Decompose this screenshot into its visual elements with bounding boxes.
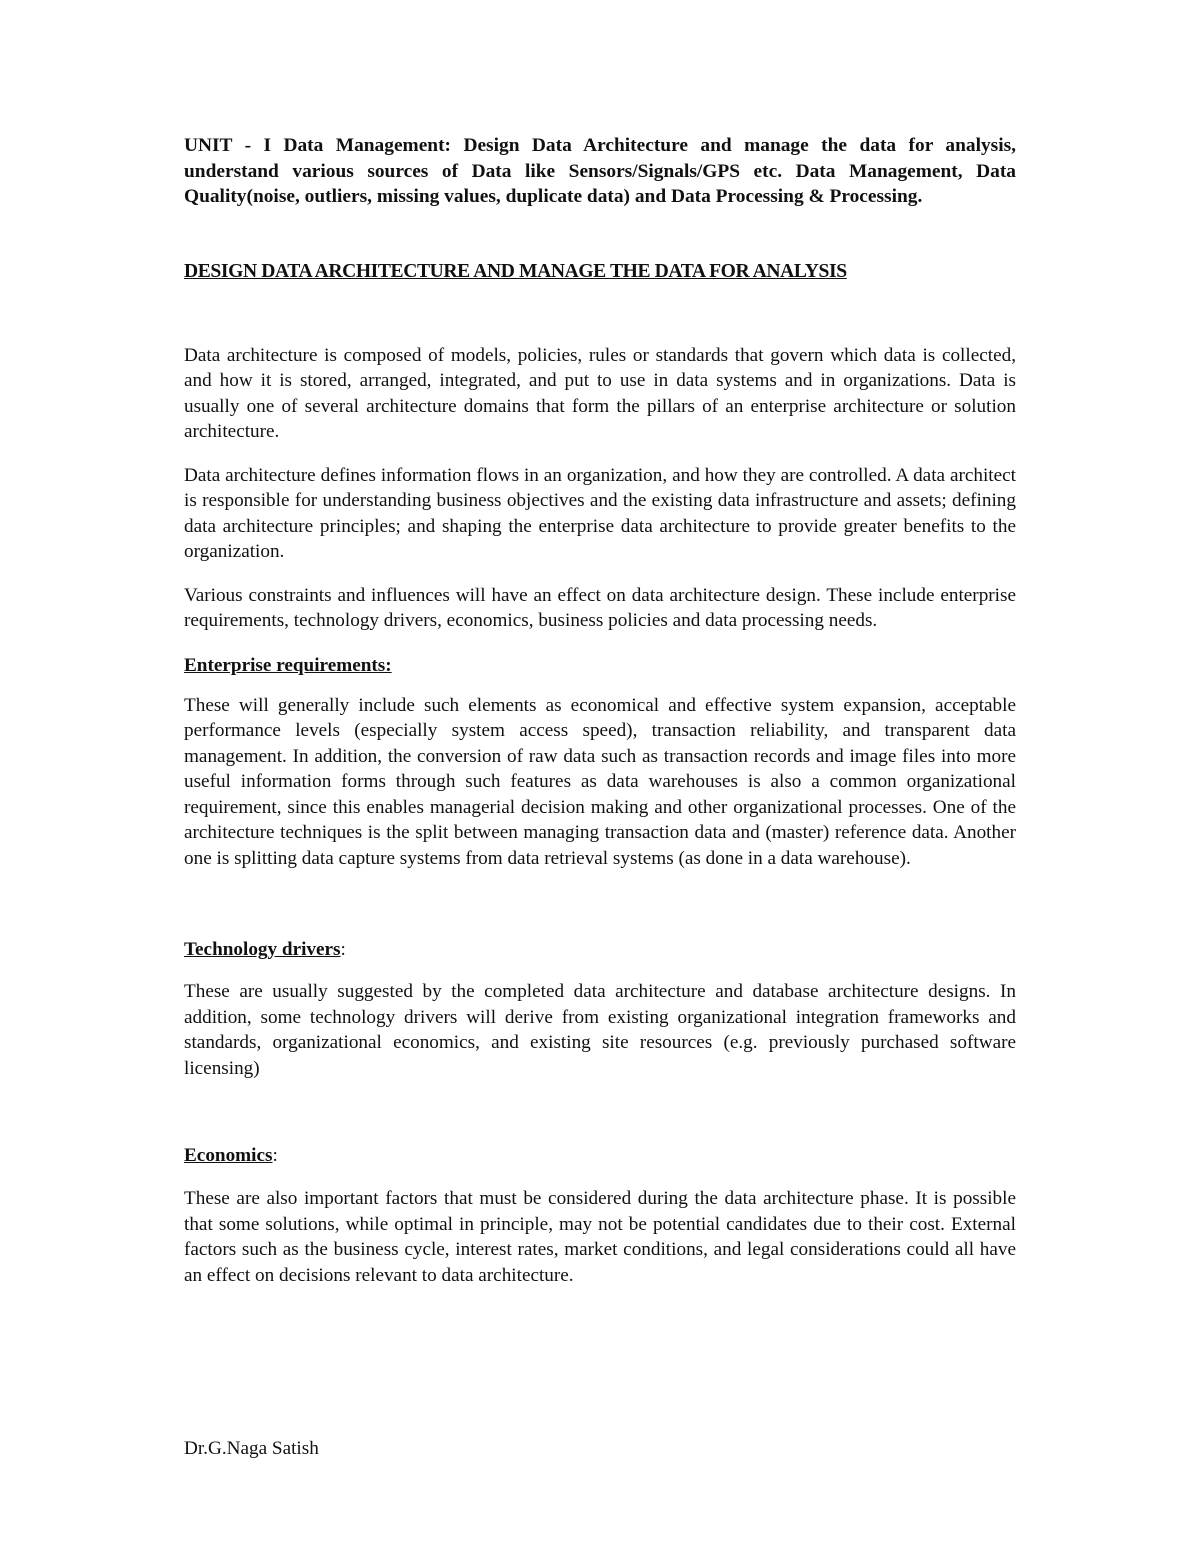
technology-drivers-heading-text: Technology drivers	[184, 939, 341, 960]
intro-paragraph-3: Various constraints and influences will have an effect on data architecture design. These include enterprise requirements, technology drivers, economics, business policies and data processing needs.	[184, 584, 1016, 631]
enterprise-requirements-body: These will generally include such elements as economical and effective system expansion, acceptable performance levels (especially system access speed), transaction reliability, and transparent data management. In addition, the conversion of raw data such as transaction records and image files into more useful information forms through such features as data warehouses is also a common organizational requirement, since this enables managerial decision making and other organizational processes. One of the architecture techniques is the split between managing transaction data and (master) reference data. Another one is splitting data capture systems from data retrieval systems (as done in a data warehouse).	[184, 694, 1016, 869]
economics-heading-colon: :	[272, 1145, 278, 1166]
intro-paragraph-1: Data architecture is composed of models, policies, rules or standards that govern which data is collected, and how it is stored, arranged, integrated, and put to use in data systems and in organizations. Data is usually one of several architecture domains that form the pillars of an enterprise architecture or solution architecture.	[184, 344, 1016, 442]
technology-drivers-body: These are usually suggested by the completed data architecture and database architecture designs. In addition, some technology drivers will derive from existing organizational integration frameworks and standards, organizational economics, and existing site resources (e.g. previously purchased software licensing)	[184, 981, 1016, 1079]
technology-drivers-heading-colon: :	[340, 939, 346, 960]
document-page	[184, 133, 1016, 1288]
economics-heading-text: Economics	[184, 1145, 273, 1166]
unit-header: UNIT - I Data Management: Design Data Architecture and manage the data for analysis, understand various sources of Data like Sensors/Signals/GPS etc. Data Management, Data Quality(noise, outliers, missing values, duplicate data) and Data Processing & Processing.	[184, 135, 1016, 207]
main-heading: DESIGN DATA ARCHITECTURE AND MANAGE THE DATA FOR ANALYSIS	[184, 260, 847, 282]
enterprise-requirements-heading-text: Enterprise requirements:	[184, 654, 392, 676]
enterprise-requirements-heading	[184, 653, 1016, 678]
intro-paragraph-2: Data architecture defines information flows in an organization, and how they are controlled. A data architect is responsible for understanding business objectives and the existing data infrastructure and assets; defining data architecture principles; and shaping the enterprise data architecture to provide greater benefits to the organization.	[184, 464, 1016, 562]
technology-drivers-heading	[184, 937, 1016, 962]
economics-body: These are also important factors that must be considered during the data architecture phase. It is possible that some solutions, while optimal in principle, may not be potential candidates due to their cost. External factors such as the business cycle, interest rates, market conditions, and legal considerations could all have an effect on decisions relevant to data architecture.	[184, 1188, 1016, 1286]
footer-author: Dr.G.Naga Satish	[184, 1438, 319, 1459]
economics-heading	[184, 1143, 1016, 1168]
